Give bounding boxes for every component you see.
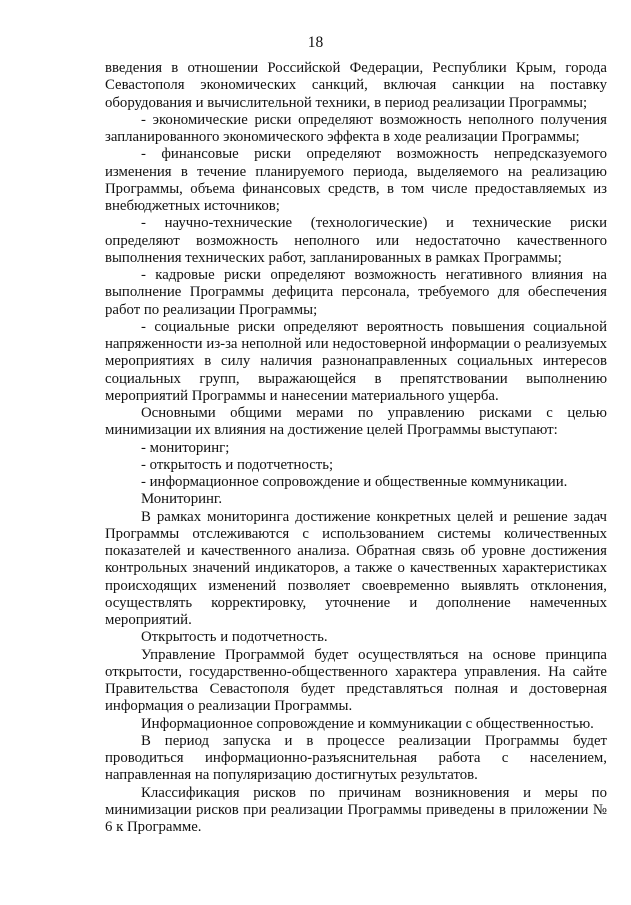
paragraph-monitoring: В рамках мониторинга достижение конкретных целей и решение задач Программы отслеживаются с использованием системы количественных показателей и качественного анализа. Обратная связь об уровне достижения контрольных значений индикаторов, а также о качественных характеристиках происходящих изменений позволяет своевременно выявлять отклонения, осуществлять корректировку, уточнение и дополнение намеченных мероприятий.: [105, 508, 607, 628]
document-body: [105, 60, 607, 836]
paragraph-risk-classification: Классификация рисков по причинам возникновения и меры по минимизации рисков при реализации Программы приведены в приложении № 6 к Программе.: [105, 784, 607, 835]
paragraph-technical-risks: - научно-технические (технологические) и технические риски определяют возможность неполного или недостаточно качественного выполнения технических работ, запланированных в рамках Программы;: [105, 215, 607, 266]
paragraph-sanctions-continuation: введения в отношении Российской Федерации, Республики Крым, города Севастополя экономических санкций, включая санкции на поставку оборудования и вычислительной техники, в период реализации Программы;: [105, 60, 607, 111]
list-item-openness: - открытость и подотчетность;: [141, 456, 334, 473]
paragraph-economic-risks: - экономические риски определяют возможность неполного получения запланированного экономического эффекта в ходе реализации Программы;: [105, 111, 607, 145]
paragraph-financial-risks: - финансовые риски определяют возможность непредсказуемого изменения в течение планируемого периода, выделяемого на реализацию Программы, объема финансовых средств, в том числе предоставляемых из внебюджетных источников;: [105, 146, 607, 214]
paragraph-social-risks: - социальные риски определяют вероятность повышения социальной напряженности из-за неполной или недостоверной информации о реализуемых мероприятиях в силу наличия разнонаправленных социальных интересов социальных групп, выражающейся в препятствовании выполнению мероприятий Программы и нанесении материального ущерба.: [105, 318, 607, 404]
paragraph-personnel-risks: - кадровые риски определяют возможность негативного влияния на выполнение Программы дефицита персонала, требуемого для обеспечения работ по реализации Программы;: [105, 267, 607, 318]
heading-information-support: Информационное сопровождение и коммуникации с общественностью.: [141, 715, 594, 732]
paragraph-information-support: В период запуска и в процессе реализации Программы будет проводиться информационно-разъяснительная работа с населением, направленная на популяризацию достигнутых результатов.: [105, 732, 607, 784]
paragraph-risk-measures-intro: Основными общими мерами по управлению рисками с целью минимизации их влияния на достижение целей Программы выступают:: [105, 405, 607, 439]
heading-monitoring: Мониторинг.: [141, 491, 223, 508]
paragraph-openness: Управление Программой будет осуществляться на основе принципа открытости, государственно-общественного характера управления. На сайте Правительства Севастополя будет представляться полная и достоверная информация о реализации Программы.: [105, 646, 607, 715]
page-number: 18: [307, 34, 324, 51]
list-item-monitoring: - мониторинг;: [141, 439, 230, 456]
heading-openness: Открытость и подотчетность.: [141, 629, 328, 646]
list-item-information-support: - информационное сопровождение и общественные коммуникации.: [141, 474, 568, 490]
